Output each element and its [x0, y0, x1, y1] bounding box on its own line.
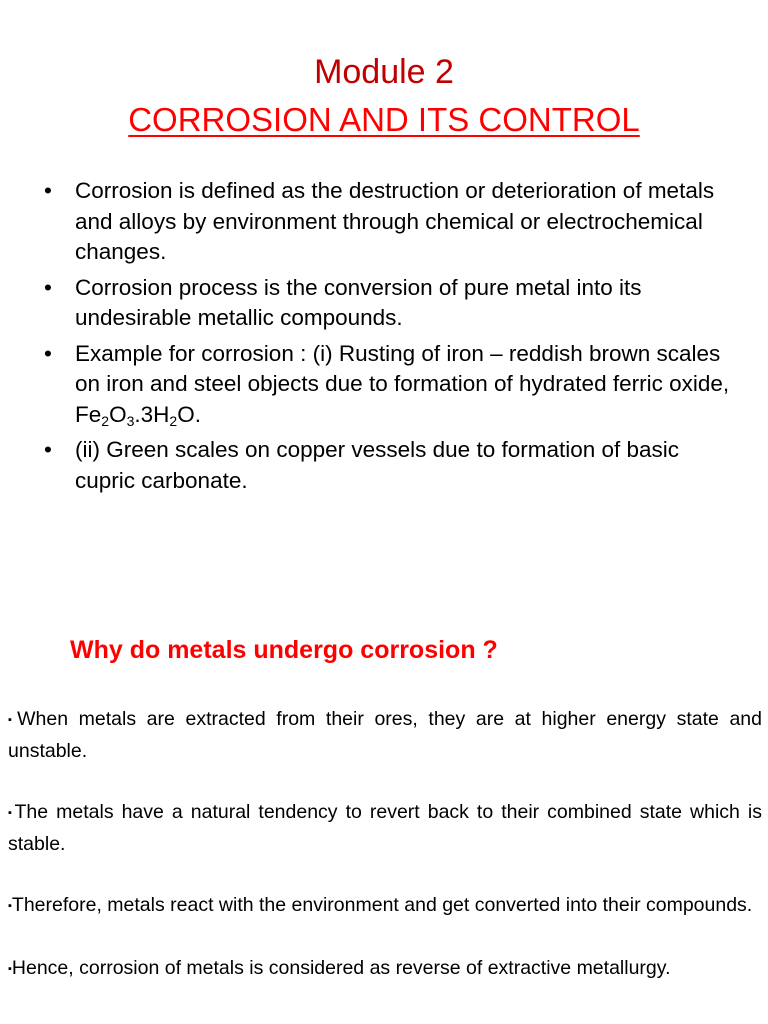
bullet-list: [44, 176, 734, 501]
bullet-dot-icon: •: [44, 274, 52, 300]
bullet-text: [75, 341, 729, 427]
module-title: Module 2: [314, 53, 454, 91]
paragraph-text: When metals are extracted from their ores, they are at higher energy state and unstable.: [8, 708, 762, 762]
bullet-text: Corrosion is defined as the destruction or deterioration of metals and alloys by environment through chemical or electrochemical changes.: [75, 178, 715, 264]
square-bullet-icon: ▪: [8, 714, 18, 726]
paragraph: [8, 890, 762, 922]
bullet-text: (ii) Green scales on copper vessels due to formation of basic cupric carbonate.: [75, 437, 680, 493]
paragraph-text: The metals have a natural tendency to revert back to their combined state which is stable.: [8, 801, 762, 855]
subscript: 3: [126, 412, 135, 429]
module-subtitle: CORROSION AND ITS CONTROL: [128, 101, 640, 138]
square-bullet-icon: ▪: [8, 807, 15, 819]
bullet-text-part: .3H: [134, 401, 170, 427]
bullet-dot-icon: •: [44, 340, 52, 366]
square-bullet-icon: ▪: [8, 962, 12, 975]
paragraph-list: [8, 704, 762, 1015]
paragraph: [8, 953, 762, 985]
square-bullet-icon: ▪: [8, 900, 12, 912]
bullet-item: [44, 339, 734, 431]
bullet-text-part: Example for corrosion : (i) Rusting of iron – reddish brown scales on iron and steel objects due to formation of hydrated ferric oxide, Fe: [75, 340, 730, 427]
subscript: 2: [101, 412, 110, 429]
paragraph-text: Hence, corrosion of metals is considered as reverse of extractive metallurgy.: [11, 956, 671, 979]
paragraph-text: Therefore, metals react with the environment and get converted into their compounds.: [11, 894, 753, 916]
bullet-dot-icon: •: [44, 178, 52, 203]
section-heading: Why do metals undergo corrosion ?: [70, 636, 498, 664]
bullet-item: [44, 273, 734, 334]
paragraph: [8, 797, 762, 859]
bullet-dot-icon: •: [44, 437, 52, 462]
bullet-item: [44, 435, 734, 496]
subscript: 2: [169, 412, 178, 429]
title-block: [0, 50, 768, 142]
bullet-text-part: O: [109, 401, 127, 427]
bullet-item: [44, 176, 734, 268]
bullet-text-part: O.: [177, 401, 201, 427]
bullet-text: Corrosion process is the conversion of pure metal into its undesirable metallic compounds.: [75, 274, 642, 330]
paragraph: [8, 704, 762, 766]
